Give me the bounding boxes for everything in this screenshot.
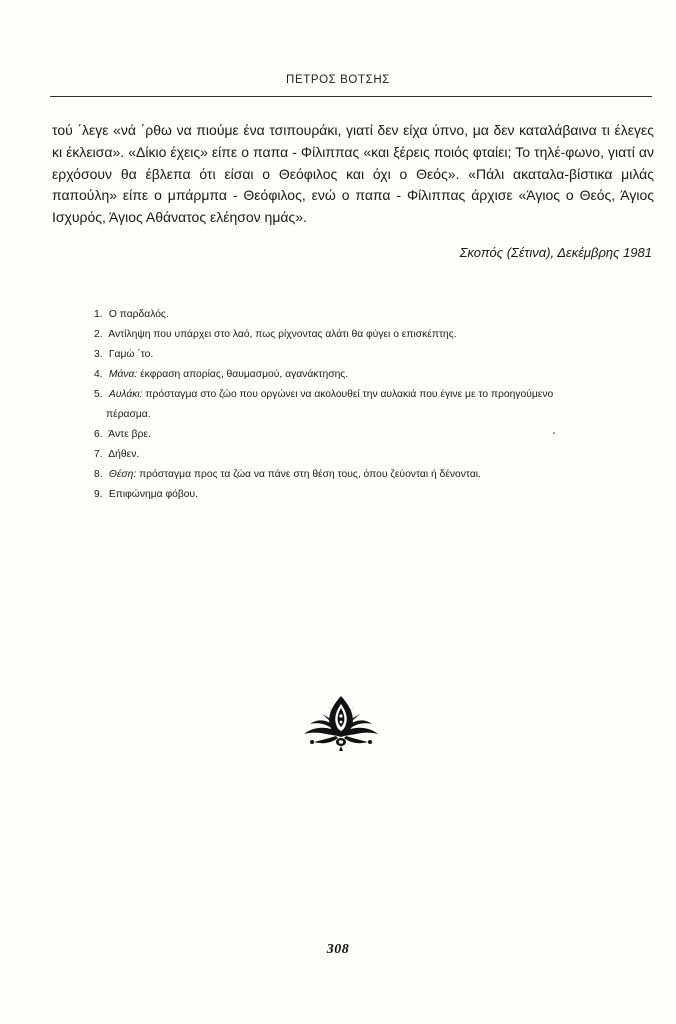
body-text xyxy=(52,120,654,229)
footnote-text: Άντε βρε. xyxy=(108,429,151,440)
footnote-6 xyxy=(94,425,654,445)
footnote-number: 1. xyxy=(94,309,103,320)
footnote-number: 6. xyxy=(94,429,103,440)
footnote-number: 5. xyxy=(94,389,103,400)
body-paragraph: τού ΄λεγε «νά ΄ρθω να πιούμε ένα τσιπουράκι, γιατί δεν είχα ύπνο, μα δεν καταλάβαινα τι έλεγες κι έκλεισα». «Δίκιο έχεις» είπε ο παπα - Φίλιππας «και ξέρεις ποιός φταίει; Το τηλέ-φωνο, γιατί αν ερχόσουν θα έβλεπα ότι είσαι ο Θεόφιλος και όχι ο Θεός». «Πάλι ακαταλα-βίστικα μιλάς παπούλη» είπε ο μπάρμπα - Θεόφιλος, ενώ ο παπα - Φίλιππας άρχισε «Άγιος ο Θεός, Άγιος Ισχυρός, Άγιος Αθάνατος ελέησον ημάς». xyxy=(52,122,654,226)
footnote-5 xyxy=(94,385,654,425)
footnote-2 xyxy=(94,325,654,345)
footnotes-list xyxy=(94,305,654,505)
scan-speck xyxy=(553,432,555,434)
footnote-text: Γαμώ ΄το. xyxy=(108,349,154,360)
page-number: 308 xyxy=(326,942,350,957)
footnote-text: έκφραση απορίας, θαυμασμού, αγανάκτησης. xyxy=(140,369,349,380)
footnote-4 xyxy=(94,365,654,385)
footnote-term: Μάνα: xyxy=(108,369,138,380)
running-title: ΠΕΤΡΟΣ ΒΟΤΣΗΣ xyxy=(286,74,390,86)
place-date-signature: Σκοπός (Σέτινα), Δεκέμβρης 1981 xyxy=(459,245,652,260)
header-rule xyxy=(50,96,652,97)
footnote-text: πρόσταγμα στο ζώο που οργώνει να ακολουθεί την αυλακιά που έγινε με το προηγούμενο xyxy=(145,389,554,400)
footnote-number: 4. xyxy=(94,369,103,380)
footnote-text: Δήθεν. xyxy=(108,449,140,460)
footnote-number: 7. xyxy=(94,449,103,460)
footnote-term: Αυλάκι: xyxy=(108,389,143,400)
floral-ornament-icon xyxy=(300,692,382,752)
footnote-number: 3. xyxy=(94,349,103,360)
footnote-3 xyxy=(94,345,654,365)
footnote-9 xyxy=(94,485,654,505)
footnote-text: Επιφώνημα φόβου. xyxy=(108,489,199,500)
footnote-8 xyxy=(94,465,654,485)
footnote-1 xyxy=(94,305,654,325)
footnote-number: 2. xyxy=(94,329,103,340)
footnote-7 xyxy=(94,445,654,465)
footnote-continuation: πέρασμα. xyxy=(106,409,151,420)
footnote-number: 9. xyxy=(94,489,103,500)
footnote-text: πρόσταγμα προς τα ζώα να πάνε στη θέση τους, όπου ζεύονται ή δένονται. xyxy=(139,469,481,480)
footnote-text: Αντίληψη που υπάρχει στο λαό, πως ρίχνοντας αλάτι θα φύγει ο επισκέπτης. xyxy=(108,329,457,340)
footnote-text: Ο παρδαλός. xyxy=(108,309,169,320)
footnote-number: 8. xyxy=(94,469,103,480)
footnote-term: Θέση: xyxy=(108,469,137,480)
